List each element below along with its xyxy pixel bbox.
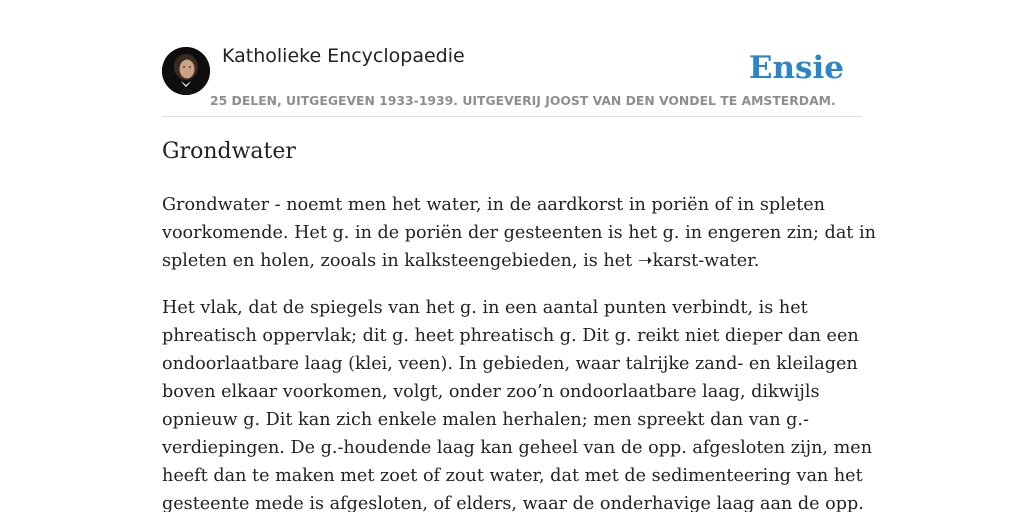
arrow-right-icon: ➝ bbox=[637, 251, 653, 271]
paragraph-line: phreatisch oppervlak; dit g. heet phreatisch g. Dit g. reikt niet dieper dan een bbox=[162, 326, 859, 346]
paragraph-line: verdiepingen. De g.-houdende laag kan geheel van de opp. afgesloten zijn, men bbox=[162, 438, 873, 458]
encyclopedia-title-link[interactable]: Katholieke Encyclopaedie bbox=[222, 45, 465, 67]
line-text: spleten en holen, zooals in kalksteengebieden, is het bbox=[162, 251, 638, 271]
author-portrait-avatar[interactable] bbox=[162, 47, 210, 95]
paragraph-line: opnieuw g. Dit kan zich enkele malen herhalen; men spreekt dan van g.- bbox=[162, 410, 809, 430]
encyclopedia-subtitle: 25 DELEN, UITGEGEVEN 1933-1939. UITGEVERIJ JOOST VAN DEN VONDEL TE AMSTERDAM. bbox=[210, 93, 836, 108]
paragraph-line: boven elkaar voorkomen, volgt, onder zoo’n ondoorlaatbare laag, dikwijls bbox=[162, 382, 820, 402]
paragraph-definition bbox=[162, 191, 876, 275]
paragraph-phreatic bbox=[162, 294, 873, 512]
ensie-logo-link[interactable]: Ensie bbox=[748, 50, 844, 86]
article-body bbox=[162, 191, 876, 512]
link-text: karst-water bbox=[652, 251, 754, 271]
page-title: Grondwater bbox=[162, 139, 296, 164]
line-text: . bbox=[753, 251, 760, 271]
cross-reference-link-karst-water[interactable] bbox=[638, 251, 754, 271]
paragraph-line: ondoorlaatbare laag (klei, veen). In gebieden, waar talrijke zand- en kleilagen bbox=[162, 354, 858, 374]
paragraph-line: heeft dan te maken met zoet of zout water, dat met de sedimenteering van het bbox=[162, 466, 863, 486]
site-header bbox=[162, 0, 862, 117]
paragraph-line: Grondwater - noemt men het water, in de aardkorst in poriën of in spleten bbox=[162, 195, 826, 215]
portrait-image bbox=[162, 47, 210, 95]
paragraph-line bbox=[162, 247, 862, 275]
paragraph-line: Het vlak, dat de spiegels van het g. in een aantal punten verbindt, is het bbox=[162, 298, 808, 318]
paragraph-line: gesteente mede is afgesloten, of elders, waar de onderhavige laag aan de opp. bbox=[162, 494, 864, 512]
paragraph-line: voorkomende. Het g. in de poriën der gesteenten is het g. in engeren zin; dat in bbox=[162, 223, 876, 243]
